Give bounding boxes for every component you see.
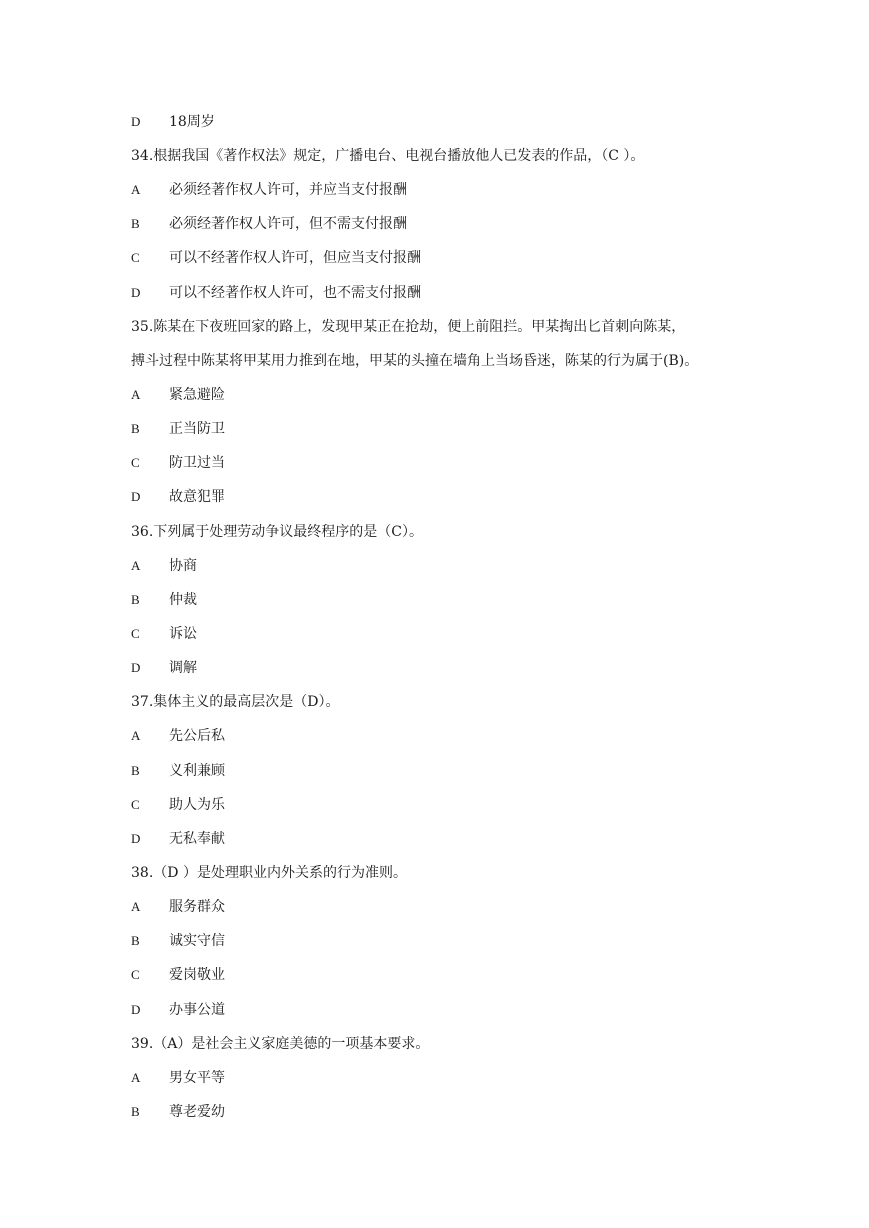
option-text: 无私奉献	[169, 831, 225, 847]
option-text: 故意犯罪	[169, 489, 225, 505]
option-letter: C	[131, 250, 140, 265]
option-line	[131, 557, 197, 575]
option-line	[131, 932, 225, 950]
option-text: 可以不经著作权人许可，也不需支付报酬	[169, 285, 421, 301]
option-text: 协商	[169, 558, 197, 574]
option-line	[131, 966, 225, 984]
option-text: 办事公道	[169, 1002, 225, 1018]
option-letter: C	[131, 455, 140, 470]
option-line	[131, 488, 225, 506]
option-letter: B	[131, 763, 140, 778]
option-letter: D	[131, 285, 141, 300]
question-36: 36.下列属于处理劳动争议最终程序的是（C）。	[131, 524, 423, 540]
option-text: 正当防卫	[169, 421, 225, 437]
option-letter: A	[131, 558, 141, 573]
option-text: 尊老爱幼	[169, 1104, 225, 1120]
option-line	[131, 181, 407, 199]
option-letter: B	[131, 592, 140, 607]
option-line	[131, 898, 225, 916]
option-letter: C	[131, 967, 140, 982]
option-line	[131, 215, 407, 233]
question-35-line-2: 搏斗过程中陈某将甲某用力推到在地，甲某的头撞在墙角上当场昏迷，陈某的行为属于(B)。	[131, 353, 699, 369]
option-text: 必须经著作权人许可，但不需支付报酬	[169, 216, 407, 232]
option-letter: D	[131, 489, 141, 504]
option-line	[131, 727, 225, 745]
option-line	[131, 625, 197, 643]
option-text: 先公后私	[169, 728, 225, 744]
option-letter: A	[131, 899, 141, 914]
option-letter: D	[131, 831, 141, 846]
option-text: 防卫过当	[169, 455, 225, 471]
option-line	[131, 1069, 225, 1087]
question-34: 34.根据我国《著作权法》规定，广播电台、电视台播放他人已发表的作品，（C ）。	[131, 148, 645, 164]
question-39: 39.（A）是社会主义家庭美德的一项基本要求。	[131, 1036, 430, 1052]
option-letter: B	[131, 933, 140, 948]
option-line	[131, 659, 197, 677]
option-letter: B	[131, 421, 140, 436]
option-text: 调解	[169, 660, 197, 676]
option-letter: C	[131, 797, 140, 812]
option-letter: A	[131, 728, 141, 743]
option-line	[131, 249, 421, 267]
option-text: 必须经著作权人许可，并应当支付报酬	[169, 182, 407, 198]
option-line	[131, 762, 225, 780]
option-line	[131, 796, 225, 814]
option-line	[131, 1001, 225, 1019]
option-text: 诚实守信	[169, 933, 225, 949]
option-letter: A	[131, 387, 141, 402]
question-37: 37.集体主义的最高层次是（D）。	[131, 694, 340, 710]
option-line	[131, 830, 225, 848]
option-line	[131, 591, 197, 609]
option-letter: C	[131, 626, 140, 641]
option-line	[131, 420, 225, 438]
option-text: 男女平等	[169, 1070, 225, 1086]
option-text: 义利兼顾	[169, 763, 225, 779]
option-letter: D	[131, 1002, 141, 1017]
option-line	[131, 284, 421, 302]
option-letter: D	[131, 114, 141, 129]
option-text: 诉讼	[169, 626, 197, 642]
option-text: 服务群众	[169, 899, 225, 915]
option-text: 仲裁	[169, 592, 197, 608]
option-line	[131, 113, 215, 131]
option-text: 18周岁	[169, 114, 215, 130]
option-text: 可以不经著作权人许可，但应当支付报酬	[169, 250, 421, 266]
option-letter: A	[131, 1070, 141, 1085]
option-letter: B	[131, 1104, 140, 1119]
question-38: 38.（D ）是处理职业内外关系的行为准则。	[131, 865, 407, 881]
option-line	[131, 454, 225, 472]
option-letter: B	[131, 216, 140, 231]
option-line	[131, 386, 225, 404]
option-text: 助人为乐	[169, 797, 225, 813]
option-line	[131, 1103, 225, 1121]
question-35-line-1: 35.陈某在下夜班回家的路上，发现甲某正在抢劫，便上前阻拦。甲某掏出匕首刺向陈某，	[131, 319, 686, 335]
option-letter: A	[131, 182, 141, 197]
option-letter: D	[131, 660, 141, 675]
option-text: 爱岗敬业	[169, 967, 225, 983]
option-text: 紧急避险	[169, 387, 225, 403]
